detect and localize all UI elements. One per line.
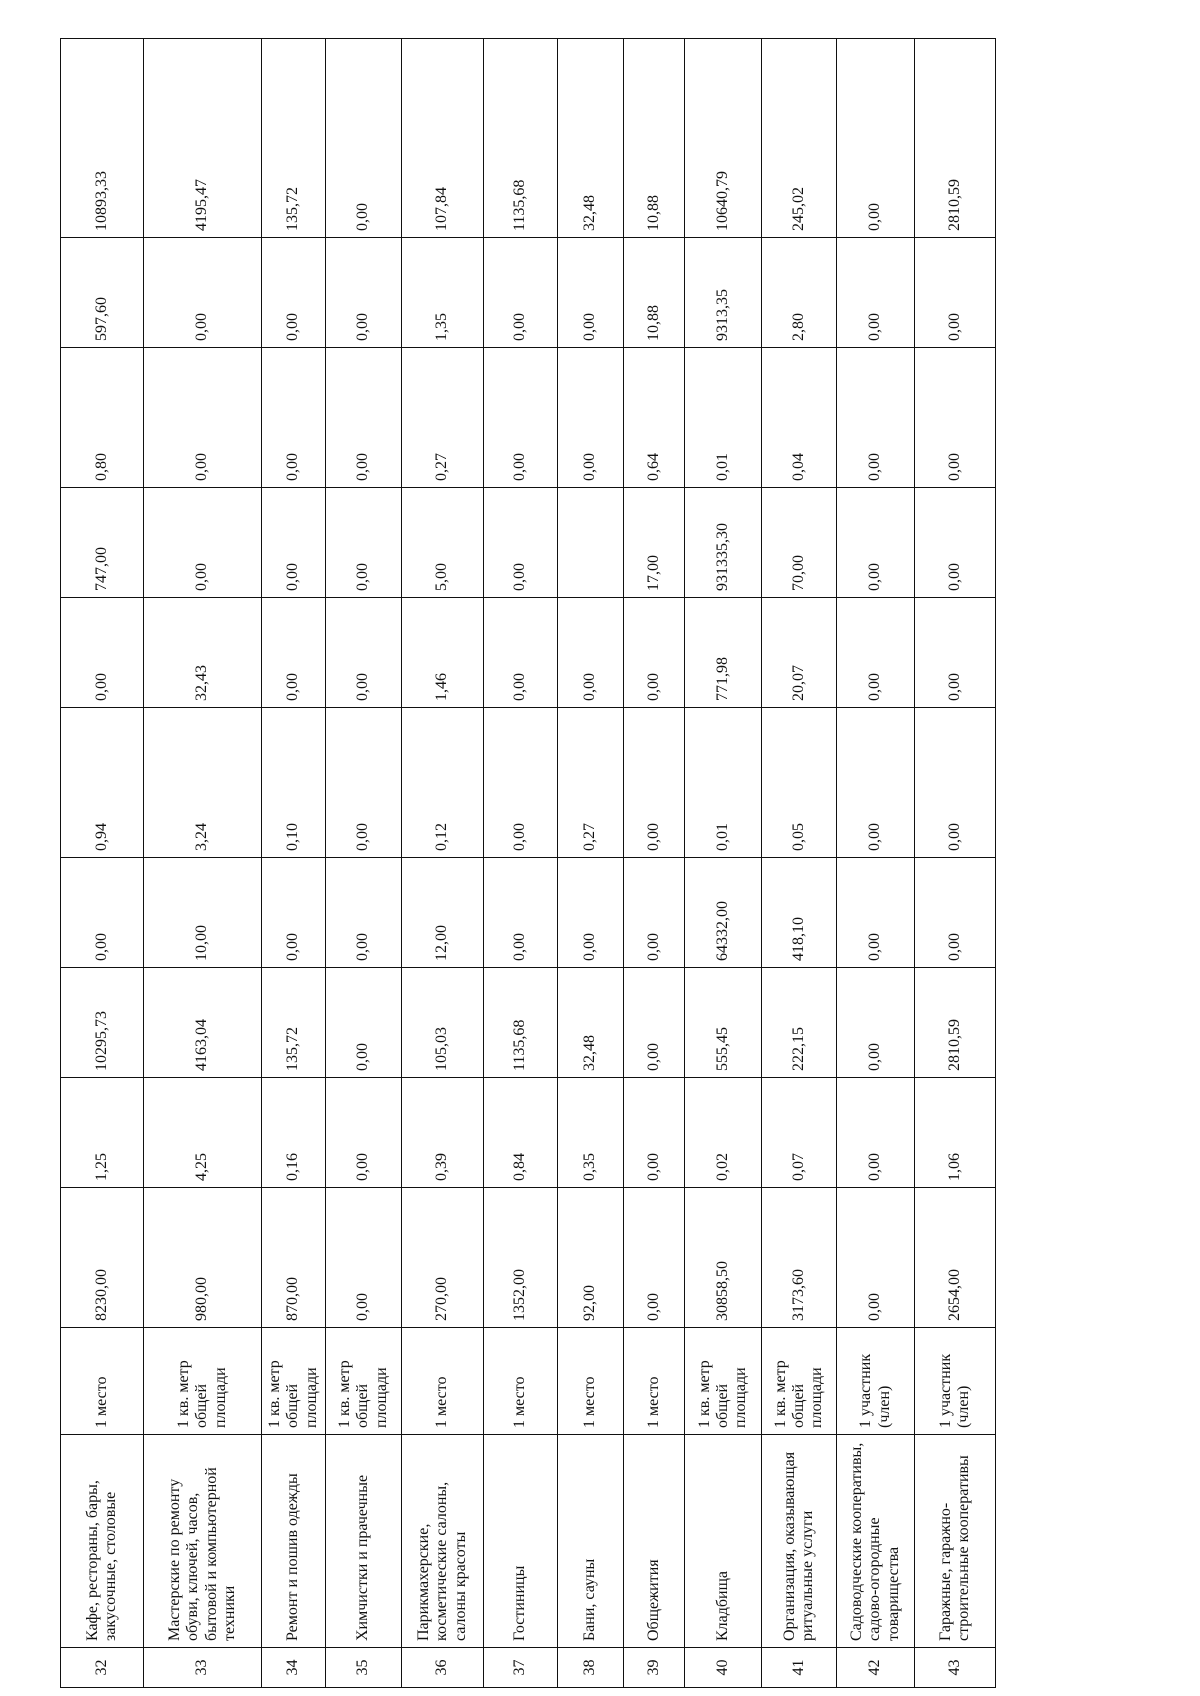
value-cell-5: 0,10	[262, 708, 326, 858]
value-cell-5: 0,00	[915, 708, 996, 858]
value-cell-5: 0,94	[61, 708, 144, 858]
unit-cell: 1 место	[558, 1328, 624, 1435]
value-cell-7: 70,00	[762, 488, 837, 598]
value-cell-2: 0,07	[762, 1078, 837, 1188]
value-cell-4: 0,00	[915, 858, 996, 968]
service-name-cell: Организация, оказывающая ритуальные услуги	[762, 1435, 837, 1648]
value-cell-4: 0,00	[326, 858, 402, 968]
table-row	[685, 39, 762, 1688]
value-cell-2: 0,00	[326, 1078, 402, 1188]
value-cell-10: 10640,79	[685, 39, 762, 238]
value-cell-5: 0,00	[326, 708, 402, 858]
row-number: 34	[262, 1648, 326, 1688]
value-cell-9: 0,00	[915, 238, 996, 348]
value-cell-3: 10295,73	[61, 968, 144, 1078]
value-cell-4: 12,00	[402, 858, 484, 968]
value-cell-10: 0,00	[837, 39, 915, 238]
row-number: 43	[915, 1648, 996, 1688]
value-cell-4: 0,00	[61, 858, 144, 968]
value-cell-6: 0,00	[61, 598, 144, 708]
service-name-cell: Бани, сауны	[558, 1435, 624, 1648]
service-name-cell: Ремонт и пошив одежды	[262, 1435, 326, 1648]
value-cell-5: 0,05	[762, 708, 837, 858]
row-number: 36	[402, 1648, 484, 1688]
unit-cell: 1 кв. метр общей площади	[685, 1328, 762, 1435]
value-cell-10: 4195,47	[144, 39, 262, 238]
value-cell-4: 0,00	[837, 858, 915, 968]
table-row	[915, 39, 996, 1688]
value-cell-8: 0,80	[61, 348, 144, 488]
row-number: 37	[484, 1648, 558, 1688]
value-cell-1: 0,00	[837, 1188, 915, 1328]
value-cell-1: 0,00	[624, 1188, 685, 1328]
unit-cell: 1 кв. метр общей площади	[144, 1328, 262, 1435]
value-cell-8: 0,04	[762, 348, 837, 488]
value-cell-7: 0,00	[144, 488, 262, 598]
value-cell-10: 107,84	[402, 39, 484, 238]
value-cell-1: 0,00	[326, 1188, 402, 1328]
table-row	[326, 39, 402, 1688]
row-number: 33	[144, 1648, 262, 1688]
table-row	[762, 39, 837, 1688]
value-cell-3: 2810,59	[915, 968, 996, 1078]
unit-cell: 1 участник (член)	[837, 1328, 915, 1435]
service-name-cell: Общежития	[624, 1435, 685, 1648]
value-cell-7: 0,00	[484, 488, 558, 598]
row-number: 32	[61, 1648, 144, 1688]
service-name-cell: Гостиницы	[484, 1435, 558, 1648]
value-cell-3: 4163,04	[144, 968, 262, 1078]
value-cell-1: 1352,00	[484, 1188, 558, 1328]
value-cell-6: 32,43	[144, 598, 262, 708]
value-cell-7: 747,00	[61, 488, 144, 598]
value-cell-1: 3173,60	[762, 1188, 837, 1328]
table-row	[262, 39, 326, 1688]
value-cell-9: 0,00	[484, 238, 558, 348]
value-cell-8: 0,00	[326, 348, 402, 488]
value-cell-5: 3,24	[144, 708, 262, 858]
row-number: 39	[624, 1648, 685, 1688]
value-cell-3: 135,72	[262, 968, 326, 1078]
value-cell-3: 222,15	[762, 968, 837, 1078]
value-cell-4: 64332,00	[685, 858, 762, 968]
value-cell-4: 10,00	[144, 858, 262, 968]
value-cell-8: 0,27	[402, 348, 484, 488]
value-cell-8: 0,00	[262, 348, 326, 488]
unit-cell: 1 кв. метр общей площади	[262, 1328, 326, 1435]
value-cell-1: 30858,50	[685, 1188, 762, 1328]
value-cell-7: 17,00	[624, 488, 685, 598]
value-cell-3: 0,00	[624, 968, 685, 1078]
service-name-cell: Гаражные, гаражно-строительные кооперативы	[915, 1435, 996, 1648]
value-cell-10: 10,88	[624, 39, 685, 238]
value-cell-9: 2,80	[762, 238, 837, 348]
value-cell-8: 0,00	[484, 348, 558, 488]
value-cell-4: 0,00	[262, 858, 326, 968]
value-cell-6: 0,00	[915, 598, 996, 708]
value-cell-3: 0,00	[837, 968, 915, 1078]
value-cell-1: 8230,00	[61, 1188, 144, 1328]
value-cell-3: 0,00	[326, 968, 402, 1078]
value-cell-3: 32,48	[558, 968, 624, 1078]
value-cell-6: 20,07	[762, 598, 837, 708]
value-cell-6: 1,46	[402, 598, 484, 708]
value-cell-2: 1,25	[61, 1078, 144, 1188]
table-row	[624, 39, 685, 1688]
table-body	[61, 39, 996, 1688]
value-cell-8: 0,01	[685, 348, 762, 488]
value-cell-7: 0,00	[262, 488, 326, 598]
service-name-cell: Садоводческие кооперативы, садово-огородные товарищества	[837, 1435, 915, 1648]
value-cell-9: 597,60	[61, 238, 144, 348]
value-cell-4: 0,00	[624, 858, 685, 968]
value-cell-6: 771,98	[685, 598, 762, 708]
value-cell-7	[558, 488, 624, 598]
value-cell-2: 0,00	[624, 1078, 685, 1188]
value-cell-1: 2654,00	[915, 1188, 996, 1328]
value-cell-2: 0,35	[558, 1078, 624, 1188]
value-cell-6: 0,00	[484, 598, 558, 708]
value-cell-6: 0,00	[326, 598, 402, 708]
value-cell-4: 418,10	[762, 858, 837, 968]
row-number: 41	[762, 1648, 837, 1688]
unit-cell: 1 кв. метр общей площади	[326, 1328, 402, 1435]
value-cell-10: 0,00	[326, 39, 402, 238]
value-cell-5: 0,27	[558, 708, 624, 858]
value-cell-8: 0,00	[837, 348, 915, 488]
value-cell-9: 0,00	[837, 238, 915, 348]
value-cell-6: 0,00	[262, 598, 326, 708]
value-cell-6: 0,00	[558, 598, 624, 708]
unit-cell: 1 место	[61, 1328, 144, 1435]
value-cell-4: 0,00	[558, 858, 624, 968]
value-cell-3: 105,03	[402, 968, 484, 1078]
value-cell-9: 0,00	[558, 238, 624, 348]
table-row	[837, 39, 915, 1688]
table-row	[484, 39, 558, 1688]
unit-cell: 1 участник (член)	[915, 1328, 996, 1435]
value-cell-2: 0,84	[484, 1078, 558, 1188]
rotated-table-container	[60, 38, 1095, 1688]
value-cell-9: 0,00	[326, 238, 402, 348]
unit-cell: 1 место	[624, 1328, 685, 1435]
value-cell-2: 1,06	[915, 1078, 996, 1188]
value-cell-2: 0,16	[262, 1078, 326, 1188]
value-cell-7: 0,00	[837, 488, 915, 598]
value-cell-10: 135,72	[262, 39, 326, 238]
value-cell-10: 245,02	[762, 39, 837, 238]
value-cell-2: 0,02	[685, 1078, 762, 1188]
value-cell-3: 555,45	[685, 968, 762, 1078]
value-cell-10: 2810,59	[915, 39, 996, 238]
table-row	[144, 39, 262, 1688]
value-cell-8: 0,64	[624, 348, 685, 488]
value-cell-9: 10,88	[624, 238, 685, 348]
row-number: 35	[326, 1648, 402, 1688]
row-number: 40	[685, 1648, 762, 1688]
value-cell-1: 870,00	[262, 1188, 326, 1328]
value-cell-6: 0,00	[624, 598, 685, 708]
value-cell-9: 1,35	[402, 238, 484, 348]
value-cell-5: 0,00	[624, 708, 685, 858]
value-cell-6: 0,00	[837, 598, 915, 708]
value-cell-8: 0,00	[558, 348, 624, 488]
value-cell-2: 0,39	[402, 1078, 484, 1188]
value-cell-9: 0,00	[144, 238, 262, 348]
value-cell-2: 4,25	[144, 1078, 262, 1188]
service-name-cell: Кафе, рестораны, бары, закусочные, столовые	[61, 1435, 144, 1648]
row-number: 38	[558, 1648, 624, 1688]
unit-cell: 1 место	[402, 1328, 484, 1435]
value-cell-5: 0,00	[837, 708, 915, 858]
value-cell-10: 32,48	[558, 39, 624, 238]
service-name-cell: Парикмахерские, косметические салоны, салоны красоты	[402, 1435, 484, 1648]
value-cell-2: 0,00	[837, 1078, 915, 1188]
value-cell-7: 5,00	[402, 488, 484, 598]
table-row	[558, 39, 624, 1688]
table-row	[61, 39, 144, 1688]
service-name-cell: Мастерские по ремонту обуви, ключей, часов, бытовой и компьютерной техники	[144, 1435, 262, 1648]
row-number: 42	[837, 1648, 915, 1688]
table-row	[402, 39, 484, 1688]
value-cell-5: 0,01	[685, 708, 762, 858]
value-cell-1: 92,00	[558, 1188, 624, 1328]
value-cell-5: 0,00	[484, 708, 558, 858]
value-cell-7: 0,00	[326, 488, 402, 598]
value-cell-9: 0,00	[262, 238, 326, 348]
value-cell-8: 0,00	[915, 348, 996, 488]
value-cell-9: 9313,35	[685, 238, 762, 348]
value-cell-4: 0,00	[484, 858, 558, 968]
value-cell-1: 980,00	[144, 1188, 262, 1328]
value-cell-10: 1135,68	[484, 39, 558, 238]
unit-cell: 1 кв. метр общей площади	[762, 1328, 837, 1435]
value-cell-3: 1135,68	[484, 968, 558, 1078]
value-cell-5: 0,12	[402, 708, 484, 858]
value-cell-1: 270,00	[402, 1188, 484, 1328]
service-name-cell: Химчистки и прачечные	[326, 1435, 402, 1648]
service-name-cell: Кладбища	[685, 1435, 762, 1648]
value-cell-7: 0,00	[915, 488, 996, 598]
tariff-table	[60, 38, 996, 1688]
value-cell-10: 10893,33	[61, 39, 144, 238]
unit-cell: 1 место	[484, 1328, 558, 1435]
value-cell-7: 931335,30	[685, 488, 762, 598]
value-cell-8: 0,00	[144, 348, 262, 488]
